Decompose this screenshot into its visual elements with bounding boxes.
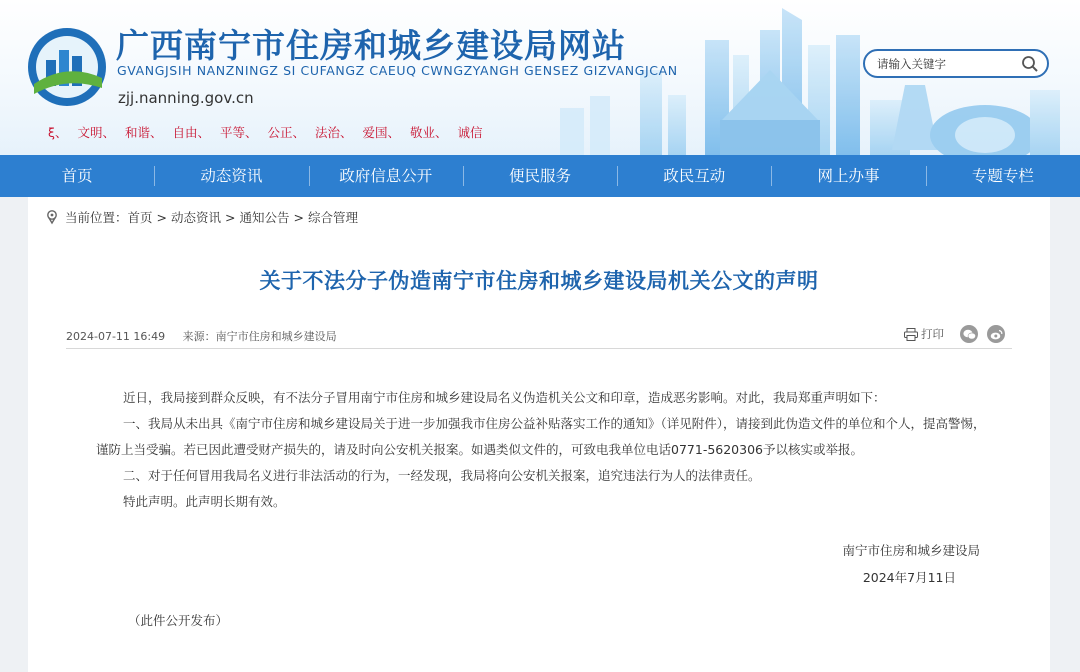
nav-item-topics[interactable]: 专题专栏 bbox=[926, 155, 1080, 197]
nav-item-gov-info[interactable]: 政府信息公开 bbox=[309, 155, 463, 197]
value-word: 爱国、 bbox=[362, 125, 400, 140]
article-panel bbox=[28, 197, 1050, 672]
breadcrumb-link-home[interactable]: 首页 bbox=[127, 210, 153, 225]
article-tools bbox=[904, 324, 1005, 344]
article-paragraph: 特此声明。此声明长期有效。 bbox=[123, 494, 286, 509]
meta-divider bbox=[66, 348, 1012, 349]
article-date: 2024-07-11 16:49 bbox=[66, 330, 166, 343]
print-label: 打印 bbox=[921, 327, 944, 341]
share-wechat-button[interactable] bbox=[960, 325, 978, 343]
site-header bbox=[0, 0, 1080, 155]
value-word: 自由、 bbox=[172, 125, 210, 140]
site-subtitle: GVANGJSIH NANZNINGZ SI CUFANGZ CAEUQ CWNGZYANGH GENSEZ GIZVANGJCAN bbox=[117, 63, 678, 78]
value-word: 文明、 bbox=[77, 125, 115, 140]
core-values-text bbox=[48, 123, 488, 141]
search-icon[interactable] bbox=[1020, 54, 1040, 74]
search-input[interactable] bbox=[877, 55, 1017, 73]
nav-item-interaction[interactable]: 政民互动 bbox=[617, 155, 771, 197]
breadcrumb-separator: > bbox=[225, 209, 236, 225]
breadcrumb-label: 当前位置： bbox=[65, 210, 128, 225]
wechat-icon bbox=[963, 329, 976, 340]
article-meta bbox=[66, 328, 337, 344]
article-signature bbox=[842, 537, 980, 591]
article-paragraph: 二、对于任何冒用我局名义进行非法活动的行为，一经发现，我局将向公安机关报案，追究违法行为人的法律责任。 bbox=[123, 468, 761, 483]
share-weibo-button[interactable] bbox=[987, 325, 1005, 343]
breadcrumb-separator: > bbox=[156, 209, 168, 225]
breadcrumb-link-notices[interactable]: 通知公告 bbox=[239, 210, 290, 225]
nav-item-services[interactable]: 便民服务 bbox=[463, 155, 617, 197]
article-source: 来源：南宁市住房和城乡建设局 bbox=[182, 330, 337, 343]
search-box bbox=[863, 49, 1049, 78]
value-word: 公正、 bbox=[267, 125, 305, 140]
article-title: 关于不法分子伪造南宁市住房和城乡建设局机关公文的声明 bbox=[259, 269, 819, 293]
main-nav bbox=[0, 155, 1080, 197]
breadcrumb-separator: > bbox=[293, 209, 305, 225]
publish-note: （此件公开发布） bbox=[128, 613, 229, 628]
location-icon bbox=[44, 209, 60, 225]
value-word: 平等、 bbox=[219, 125, 258, 140]
value-word: 和谐、 bbox=[124, 125, 163, 140]
value-word: 法治、 bbox=[314, 125, 353, 140]
value-word: 敬业、 bbox=[409, 125, 448, 140]
site-logo bbox=[26, 26, 108, 108]
article-paragraph: 一、我局从未出具《南宁市住房和城乡建设局关于进一步加强我市住房公益补贴落实工作的通知》（详见附件），请接到此伪造文件的单位和个人，提高警惕，谨防上当受骗。若已因此遭受财产损失的，请及时向公安机关报案。如遇类似文件的，可致电我单位电话0771-5620306予以核实或举报。 bbox=[96, 416, 986, 457]
value-word: 诚信 bbox=[457, 125, 483, 140]
nav-item-home[interactable]: 首页 bbox=[61, 167, 93, 185]
value-word: ξ、 bbox=[48, 125, 68, 140]
article-paragraph: 近日，我局接到群众反映，有不法分子冒用南宁市住房和城乡建设局名义伪造机关公文和印章，造成恶劣影响。对此，我局郑重声明如下： bbox=[123, 390, 886, 405]
site-url: zjj.nanning.gov.cn bbox=[118, 89, 254, 107]
breadcrumb-link-general[interactable]: 综合管理 bbox=[308, 210, 359, 225]
breadcrumb bbox=[44, 208, 358, 226]
article-body bbox=[96, 385, 988, 515]
nav-item-news[interactable]: 动态资讯 bbox=[154, 155, 308, 197]
weibo-icon bbox=[990, 329, 1003, 340]
site-title: 广西南宁市住房和城乡建设局网站 bbox=[116, 26, 626, 65]
nav-item-online-affairs[interactable]: 网上办事 bbox=[771, 155, 925, 197]
breadcrumb-link-news[interactable]: 动态资讯 bbox=[171, 210, 222, 225]
printer-icon bbox=[904, 328, 918, 341]
signature-org: 南宁市住房和城乡建设局 bbox=[842, 543, 980, 558]
signature-date: 2024年7月11日 bbox=[862, 570, 956, 585]
print-button[interactable] bbox=[904, 326, 944, 342]
